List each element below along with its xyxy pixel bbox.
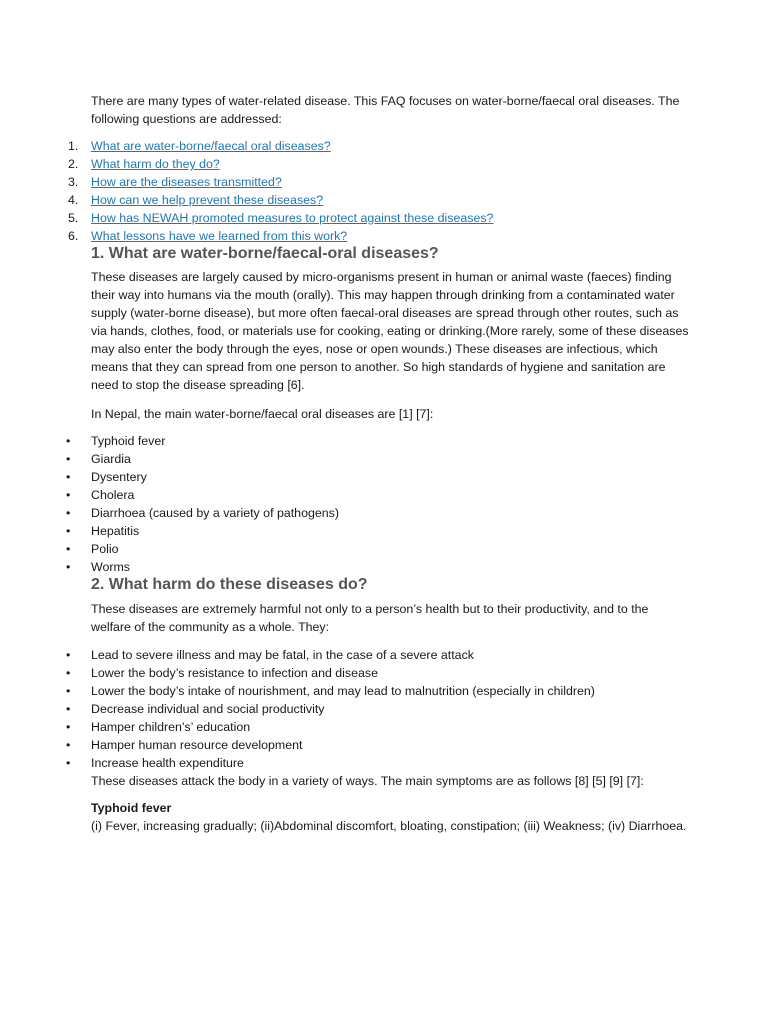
bullet-icon: • bbox=[66, 560, 71, 574]
section-1-heading: 1. What are water-borne/faecal-oral diseases? bbox=[91, 245, 439, 262]
harm-text: Lower the body’s resistance to infection and disease bbox=[91, 666, 378, 680]
bullet-icon: • bbox=[66, 488, 71, 502]
harm-text: Hamper human resource development bbox=[91, 738, 303, 752]
list-item bbox=[0, 664, 595, 682]
typhoid-heading: Typhoid fever bbox=[91, 801, 172, 815]
toc-number: 3. bbox=[68, 175, 79, 189]
disease-name: Giardia bbox=[91, 452, 131, 466]
harm-list bbox=[0, 646, 595, 772]
harm-text: Hamper children’s’ education bbox=[91, 720, 251, 734]
disease-name: Hepatitis bbox=[91, 524, 140, 538]
bullet-icon: • bbox=[66, 648, 71, 662]
toc-link-what-harm[interactable]: What harm do they do? bbox=[91, 157, 220, 171]
toc-number: 1. bbox=[68, 139, 79, 153]
list-item bbox=[0, 646, 595, 664]
list-item bbox=[0, 754, 595, 772]
toc-link-what-are[interactable]: What are water-borne/faecal oral diseases? bbox=[91, 139, 331, 153]
bullet-icon: • bbox=[66, 720, 71, 734]
list-item bbox=[0, 540, 339, 558]
bullet-icon: • bbox=[66, 702, 71, 716]
typhoid-section bbox=[91, 799, 691, 835]
section-1-paragraph: These diseases are largely caused by micro-organisms present in human or animal waste (faeces) finding their way into humans via the mouth (orally). This may happen through drinking from a contaminated water supply (water-borne disease), but more often faecal-oral diseases are spread through other routes, such as via hands, clothes, food, or materials use for cooking, eating or drinking.(More rarely, some of these diseases may also enter the body through the eyes, nose or open wounds.) These diseases are infectious, which means that they can spread from one person to another. So high standards of hygiene and sanitation are need to stop the disease spreading [6]. bbox=[91, 270, 689, 392]
disease-name: Worms bbox=[91, 560, 131, 574]
list-item bbox=[0, 432, 339, 450]
bullet-icon: • bbox=[66, 542, 71, 556]
toc-number: 5. bbox=[68, 211, 79, 225]
bullet-icon: • bbox=[66, 684, 71, 698]
toc-link-transmitted[interactable]: How are the diseases transmitted? bbox=[91, 175, 282, 189]
toc-link-prevent[interactable]: How can we help prevent these diseases? bbox=[91, 193, 324, 207]
toc-number: 4. bbox=[68, 193, 79, 207]
toc-link-lessons[interactable]: What lessons have we learned from this work? bbox=[91, 229, 348, 243]
disease-name: Dysentery bbox=[91, 470, 147, 484]
harm-text: Lower the body’s intake of nourishment, and may lead to malnutrition (especially in children) bbox=[91, 684, 595, 698]
nepal-diseases-intro: In Nepal, the main water-borne/faecal oral diseases are [1] [7]: bbox=[91, 407, 434, 421]
toc-number: 6. bbox=[68, 229, 79, 243]
section-2-heading: 2. What harm do these diseases do? bbox=[91, 576, 368, 593]
list-item bbox=[0, 522, 339, 540]
bullet-icon: • bbox=[66, 470, 71, 484]
list-item bbox=[0, 736, 595, 754]
harm-text: Decrease individual and social productivity bbox=[91, 702, 325, 716]
bullet-icon: • bbox=[66, 756, 71, 770]
list-item bbox=[0, 468, 339, 486]
list-item bbox=[0, 486, 339, 504]
disease-name: Typhoid fever bbox=[91, 434, 166, 448]
faq-question-list bbox=[0, 137, 493, 245]
list-item bbox=[0, 682, 595, 700]
harm-text: Lead to severe illness and may be fatal, in the case of a severe attack bbox=[91, 648, 474, 662]
toc-item bbox=[0, 137, 493, 155]
toc-item bbox=[0, 227, 493, 245]
bullet-icon: • bbox=[66, 666, 71, 680]
bullet-icon: • bbox=[66, 524, 71, 538]
disease-name: Polio bbox=[91, 542, 119, 556]
disease-list bbox=[0, 432, 339, 576]
toc-item bbox=[0, 209, 493, 227]
harm-text: Increase health expenditure bbox=[91, 756, 244, 770]
symptoms-intro: These diseases attack the body in a variety of ways. The main symptoms are as follows [8] [5] [9] [7]: bbox=[91, 774, 644, 788]
toc-link-newah-measures[interactable]: How has NEWAH promoted measures to protect against these diseases? bbox=[91, 211, 494, 225]
bullet-icon: • bbox=[66, 506, 71, 520]
section-2-paragraph: These diseases are extremely harmful not only to a person’s health but to their productivity, and to the welfare of the community as a whole. They: bbox=[91, 602, 649, 634]
intro-paragraph: There are many types of water-related disease. This FAQ focuses on water-borne/faecal oral diseases. The following questions are addressed: bbox=[91, 94, 680, 126]
disease-name: Cholera bbox=[91, 488, 135, 502]
typhoid-symptoms: (i) Fever, increasing gradually; (ii)Abdominal discomfort, bloating, constipation; (iii) Weakness; (iv) Diarrhoea. bbox=[91, 819, 687, 833]
toc-item bbox=[0, 191, 493, 209]
bullet-icon: • bbox=[66, 738, 71, 752]
list-item bbox=[0, 558, 339, 576]
toc-item bbox=[0, 155, 493, 173]
bullet-icon: • bbox=[66, 452, 71, 466]
list-item bbox=[0, 700, 595, 718]
toc-number: 2. bbox=[68, 157, 79, 171]
list-item bbox=[0, 504, 339, 522]
toc-item bbox=[0, 173, 493, 191]
bullet-icon: • bbox=[66, 434, 71, 448]
list-item bbox=[0, 450, 339, 468]
list-item bbox=[0, 718, 595, 736]
disease-name: Diarrhoea (caused by a variety of pathogens) bbox=[91, 506, 339, 520]
